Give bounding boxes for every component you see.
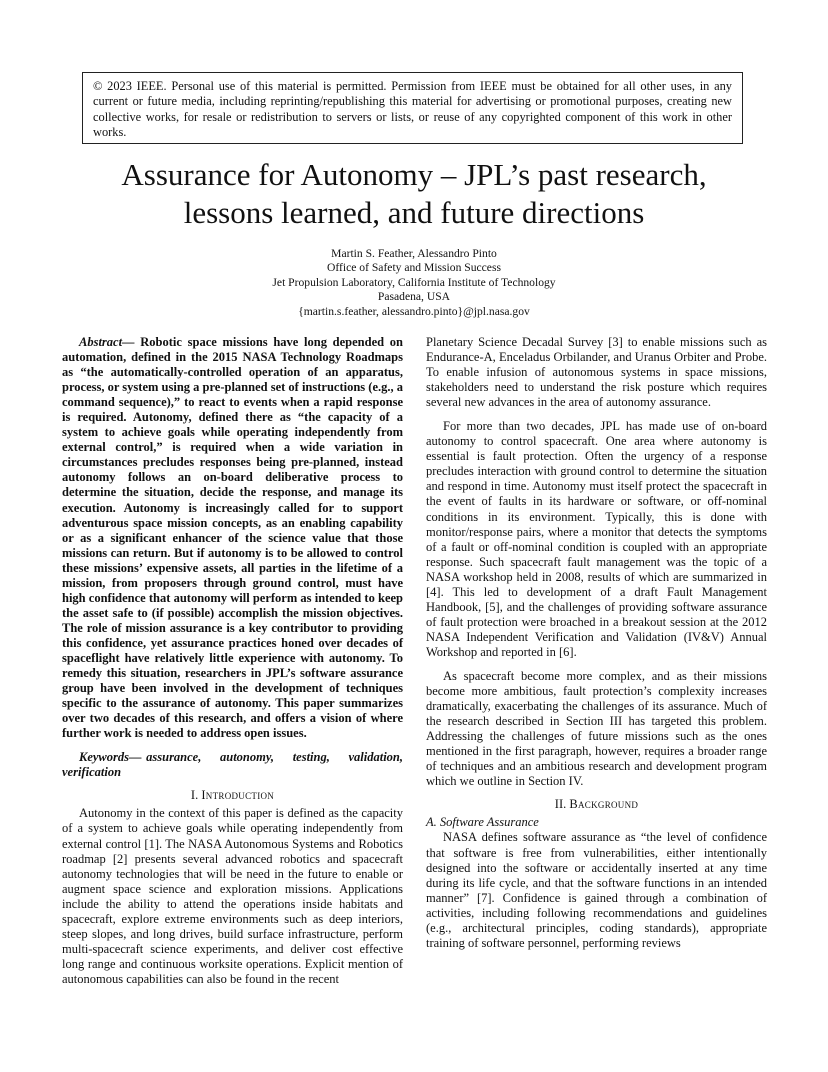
author-lab: Jet Propulsion Laboratory, California Institute of Technology xyxy=(272,275,556,289)
abstract-label: Abstract— xyxy=(79,335,135,349)
paper-title-line-2: lessons learned, and future directions xyxy=(183,195,645,230)
author-office: Office of Safety and Mission Success xyxy=(327,261,501,275)
subsection-heading-software-assurance: A. Software Assurance xyxy=(426,815,539,830)
section-number: II. xyxy=(554,797,567,812)
section-heading-introduction xyxy=(62,788,403,803)
abstract-text: Robotic space missions have long depended on automation, defined in the 2015 NASA Technology Roadmaps as “the automatically-controlled operation of an apparatus, process, or system using a pre-planned set of instructions (e.g., a command sequence),” to react to events when a rapid response is required. Autonomy, defined there as “the capacity of a system to achieve goals while operating independently from external control,” is required when a wide variation in circumstances precludes responses being pre-planned, instead autonomy follows an on-board deliberative process to determine the situation, decide the response, and manage its execution. Autonomy is increasingly called for to support adventurous space mission concepts, as an enabling capability or as a significant enhancer of the science value that those missions can return. But if autonomy is to be allowed to control these missions’ expensive assets, all parties in the lifetime of a mission, from proposers through ground control, must have high confidence that autonomy will perform as intended to keep the asset safe to (if possible) accomplish the mission objectives. The role of mission assurance is a key contributor to providing this confidence, yet assurance practices honed over decades of spaceflight have relatively little experience with autonomy. To remedy this situation, researchers in JPL’s software assurance group have been involved in the development of techniques specific to the assurance of autonomy. This paper summarizes over two decades of this research, and offers a vision of where further work is needed to address open issues. xyxy=(62,335,403,741)
author-names: Martin S. Feather, Alessandro Pinto xyxy=(331,247,497,260)
left-column xyxy=(62,335,403,987)
author-block xyxy=(160,247,668,319)
section-title: Introduction xyxy=(201,788,275,803)
section-title: Background xyxy=(569,797,639,812)
section-number: I. xyxy=(190,788,199,803)
paper-title xyxy=(60,156,768,232)
paper-title-line-1: Assurance for Autonomy – JPL’s past research, xyxy=(121,157,707,192)
author-email: {martin.s.feather, alessandro.pinto}@jpl.nasa.gov xyxy=(298,304,530,318)
intro-paragraph-1: Autonomy in the context of this paper is defined as the capacity of a system to achieve goals while operating independently from external control [1]. The NASA Autonomous Systems and Robotics roadmap [2] presents several advanced robotics and spacecraft autonomy technologies that will be need in the future to enable or augment space science and exploration missions. Applications include the ability to attend the operations inside habitats and spacecraft, explore extreme environments such as deep interiors, steep slopes, and long drives, build surface infrastructure, perform multi-spacecraft science experiments, and deliver cost effective long range and continuous worksite operations. Explicit mention of autonomous capabilities can also be found in the recent xyxy=(62,806,403,986)
intro-paragraph-1-continued: Planetary Science Decadal Survey [3] to enable missions such as Endurance-A, Enceladus Orbilander, and Uranus Orbiter and Probe. To enable infusion of autonomous systems in space missions, stakeholders need to understand the risk posture which requires several new advances in the area of autonomy assurance. xyxy=(426,335,767,410)
intro-paragraph-2: For more than two decades, JPL has made use of on-board autonomy to control spacecraft. One area where autonomy is essential is fault protection. Often the urgency of a response precludes interaction with ground control to determine the situation and respond in time. Autonomy must itself protect the spacecraft in the event of faults in its hardware or software, or off-nominal conditions in its environment. Typically, this is done with monitor/response pairs, where a monitor that detects the symptoms of a fault or off-nominal condition is coupled with an appropriate response. Such spacecraft fault management was the topic of a NASA workshop held in 2008, results of which are summarized in [4]. This led to development of a draft Fault Management Handbook, [5], and the challenges of providing software assurance of fault protection were broached in a breakout session at the 2012 NASA Independent Verification and Validation (IV&V) Annual Workshop and reported in [6]. xyxy=(426,419,767,659)
author-location: Pasadena, USA xyxy=(377,290,451,304)
abstract xyxy=(62,335,403,741)
keywords-list: assurance, autonomy, testing, validation, verification xyxy=(62,750,404,780)
intro-paragraph-3: As spacecraft become more complex, and as their missions become more ambitious, fault protection’s complexity increases dramatically, exacerbating the challenges of its assurance. Much of the research described in Section III has targeted this problem. Addressing the challenges of future missions such as the ones mentioned in the first paragraph, however, requires a broader range of techniques and an ambitious research and development program which we outline in Section IV. xyxy=(426,668,767,789)
section-heading-background xyxy=(426,797,767,812)
right-column xyxy=(426,335,767,951)
background-paragraph-1: NASA defines software assurance as “the level of confidence that software is free from vulnerabilities, either intentionally designed into the software or accidentally inserted at any time during its life cycle, and that the software functions in an intended manner” [7]. Confidence is gained through a combination of activities, including following recommendations and guidelines (e.g., architectural principles, coding standards), appropriate training of software personnel, performing reviews xyxy=(426,830,767,950)
keywords-label: Keywords— xyxy=(79,750,142,765)
keywords xyxy=(62,750,403,780)
copyright-notice: © 2023 IEEE. Personal use of this material is permitted. Permission from IEEE must be obtained for all other uses, in any current or future media, including reprinting/republishing this material for advertising or promotional purposes, creating new collective works, for resale or redistribution to servers or lists, or reuse of any copyrighted component of this work in other works. xyxy=(82,72,743,144)
